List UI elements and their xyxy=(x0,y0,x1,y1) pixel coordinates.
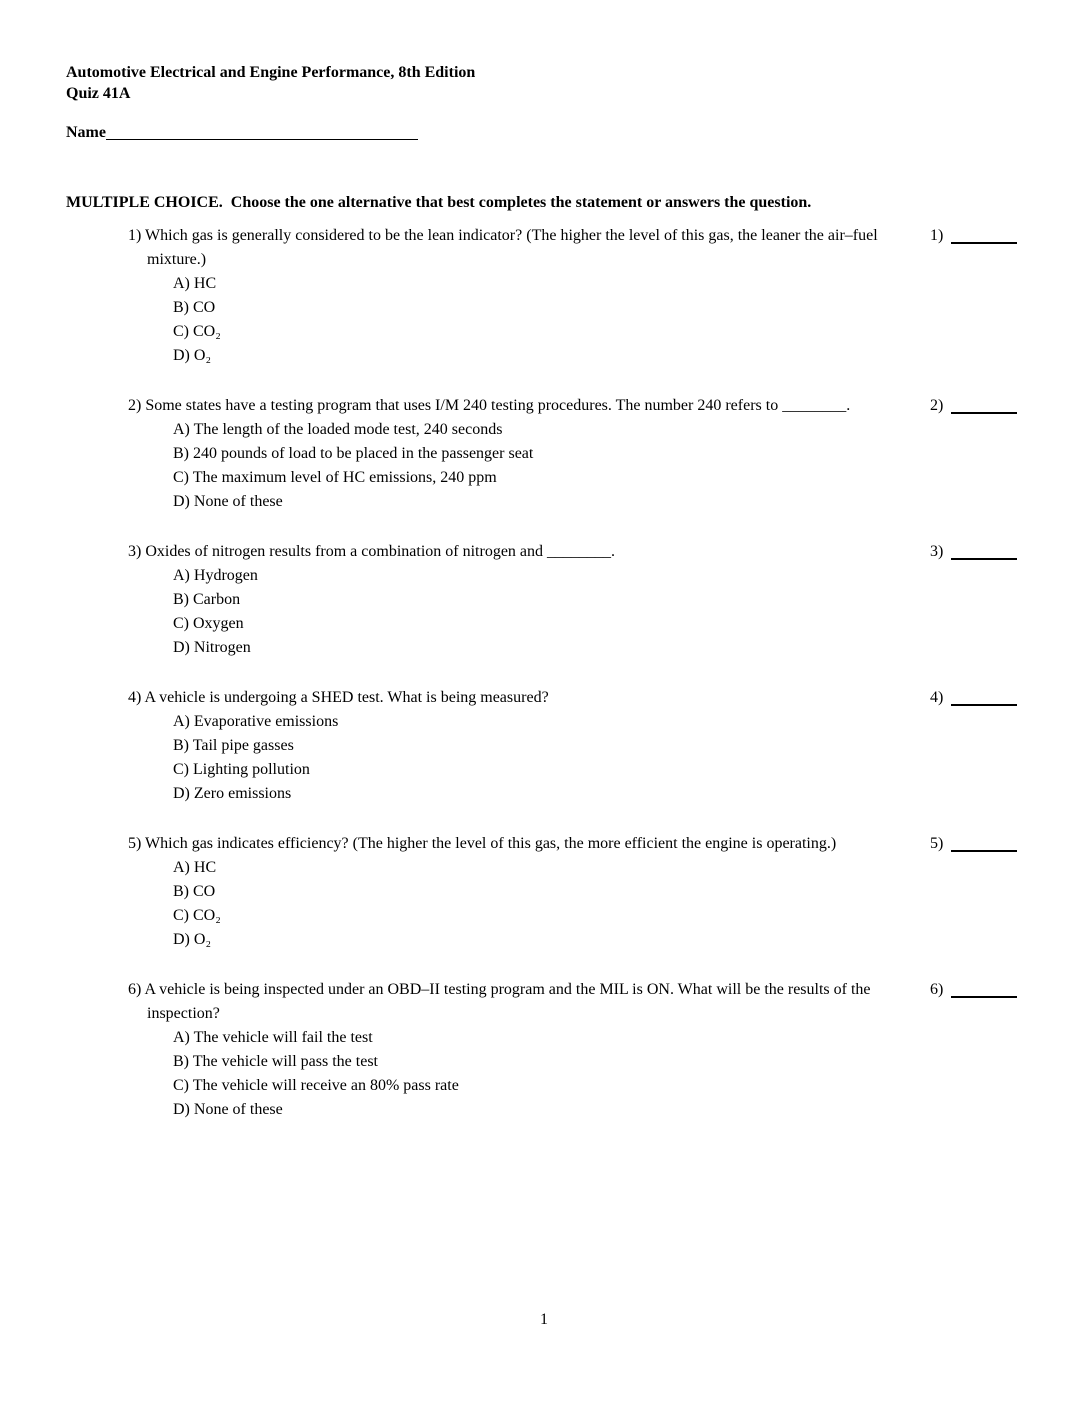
question-number: 3) xyxy=(128,543,142,560)
question-stem: A vehicle is undergoing a SHED test. What is being measured? xyxy=(144,689,549,706)
option-text: Carbon xyxy=(193,591,241,608)
answer-number: 2) xyxy=(930,397,944,414)
answer-number: 1) xyxy=(930,227,944,244)
option-text: The vehicle will fail the test xyxy=(193,1029,373,1046)
option-text: O₂ xyxy=(193,931,212,948)
question-body xyxy=(128,832,900,856)
options xyxy=(128,418,900,514)
option-c xyxy=(128,1074,900,1098)
option-letter: A) xyxy=(173,859,190,876)
question-4 xyxy=(128,686,1025,806)
question-3 xyxy=(128,540,1025,660)
question-list xyxy=(66,224,1025,1122)
option-c xyxy=(128,612,900,636)
option-d xyxy=(128,782,900,806)
option-letter: B) xyxy=(173,591,189,608)
answer-blank-line xyxy=(951,834,1017,852)
question-body xyxy=(128,686,900,710)
option-letter: D) xyxy=(173,1101,190,1118)
option-letter: A) xyxy=(173,1029,190,1046)
options xyxy=(128,710,900,806)
question-1 xyxy=(128,224,1025,368)
option-text: Hydrogen xyxy=(193,567,258,584)
question-6 xyxy=(128,978,1025,1122)
option-a xyxy=(128,272,900,296)
option-text: Oxygen xyxy=(193,615,244,632)
option-letter: D) xyxy=(173,639,190,656)
option-a xyxy=(128,710,900,734)
option-text: The maximum level of HC emissions, 240 ppm xyxy=(192,469,497,486)
option-d xyxy=(128,344,900,368)
question-stem: A vehicle is being inspected under an OBD–II testing program and the MIL is ON. What will be the results of the inspection? xyxy=(144,981,871,1022)
option-letter: A) xyxy=(173,421,190,438)
option-b xyxy=(128,296,900,320)
option-text: Zero emissions xyxy=(193,785,292,802)
option-letter: A) xyxy=(173,567,190,584)
question-body xyxy=(128,540,900,564)
option-d xyxy=(128,636,900,660)
option-c xyxy=(128,904,900,928)
option-letter: A) xyxy=(173,275,190,292)
name-label: Name xyxy=(66,124,106,141)
option-a xyxy=(128,564,900,588)
option-letter: B) xyxy=(173,299,189,316)
option-a xyxy=(128,856,900,880)
option-letter: C) xyxy=(173,323,189,340)
option-b xyxy=(128,880,900,904)
option-text: Evaporative emissions xyxy=(193,713,339,730)
option-letter: D) xyxy=(173,347,190,364)
quiz-title: Quiz 41A xyxy=(66,85,131,102)
option-text: 240 pounds of load to be placed in the passenger seat xyxy=(193,445,534,462)
options xyxy=(128,1026,900,1122)
option-letter: D) xyxy=(173,931,190,948)
question-stem: Which gas is generally considered to be the lean indicator? (The higher the level of this gas, the leaner the air–fuel mixture.) xyxy=(145,227,878,268)
name-blank-line xyxy=(106,124,418,140)
option-text: The vehicle will receive an 80% pass rate xyxy=(192,1077,459,1094)
option-letter: A) xyxy=(173,713,190,730)
options xyxy=(128,272,900,368)
answer-field xyxy=(930,394,1017,418)
option-b xyxy=(128,442,900,466)
option-letter: D) xyxy=(173,785,190,802)
option-text: CO₂ xyxy=(193,323,221,340)
answer-blank-line xyxy=(951,226,1017,244)
option-letter: B) xyxy=(173,737,189,754)
question-body xyxy=(128,224,900,272)
answer-field xyxy=(930,686,1017,710)
question-5 xyxy=(128,832,1025,952)
option-b xyxy=(128,588,900,612)
option-text: Lighting pollution xyxy=(193,761,310,778)
answer-number: 6) xyxy=(930,981,944,998)
option-letter: D) xyxy=(173,493,190,510)
answer-field xyxy=(930,540,1017,564)
question-body xyxy=(128,394,900,418)
question-number: 5) xyxy=(128,835,142,852)
question-number: 4) xyxy=(128,689,142,706)
option-text: O₂ xyxy=(193,347,212,364)
option-text: None of these xyxy=(193,1101,283,1118)
question-2 xyxy=(128,394,1025,514)
option-text: HC xyxy=(193,275,217,292)
answer-number: 3) xyxy=(930,543,944,560)
question-number: 2) xyxy=(128,397,142,414)
option-letter: C) xyxy=(173,761,189,778)
option-c xyxy=(128,466,900,490)
instructions: MULTIPLE CHOICE. Choose the one alternative that best completes the statement or answers the question. xyxy=(66,194,812,211)
answer-blank-line xyxy=(951,980,1017,998)
question-stem: Some states have a testing program that uses I/M 240 testing procedures. The number 240 refers to ________. xyxy=(145,397,851,414)
answer-blank-line xyxy=(951,688,1017,706)
answer-field xyxy=(930,832,1017,856)
option-b xyxy=(128,734,900,758)
page-content xyxy=(66,62,1025,1148)
option-text: None of these xyxy=(193,493,283,510)
option-a xyxy=(128,1026,900,1050)
option-a xyxy=(128,418,900,442)
option-letter: B) xyxy=(173,445,189,462)
option-letter: C) xyxy=(173,907,189,924)
option-text: The length of the loaded mode test, 240 seconds xyxy=(193,421,503,438)
option-text: CO xyxy=(193,299,216,316)
option-letter: C) xyxy=(173,469,189,486)
answer-blank-line xyxy=(951,396,1017,414)
option-text: Tail pipe gasses xyxy=(192,737,294,754)
option-d xyxy=(128,490,900,514)
question-stem: Oxides of nitrogen results from a combination of nitrogen and ________. xyxy=(145,543,616,560)
option-letter: C) xyxy=(173,615,189,632)
answer-number: 4) xyxy=(930,689,944,706)
answer-field xyxy=(930,978,1017,1002)
document-title: Automotive Electrical and Engine Performance, 8th Edition xyxy=(66,64,476,81)
question-number: 6) xyxy=(128,981,142,998)
option-c xyxy=(128,320,900,344)
answer-field xyxy=(930,224,1017,248)
option-d xyxy=(128,1098,900,1122)
option-text: CO xyxy=(193,883,216,900)
option-d xyxy=(128,928,900,952)
page-number: 1 xyxy=(540,1311,548,1328)
options xyxy=(128,564,900,660)
option-letter: B) xyxy=(173,883,189,900)
option-text: The vehicle will pass the test xyxy=(192,1053,378,1070)
option-letter: B) xyxy=(173,1053,189,1070)
option-text: CO₂ xyxy=(193,907,221,924)
options xyxy=(128,856,900,952)
answer-number: 5) xyxy=(930,835,944,852)
option-c xyxy=(128,758,900,782)
option-text: HC xyxy=(193,859,217,876)
name-row xyxy=(66,122,1025,144)
option-b xyxy=(128,1050,900,1074)
question-body xyxy=(128,978,900,1026)
question-number: 1) xyxy=(128,227,142,244)
option-text: Nitrogen xyxy=(193,639,251,656)
answer-blank-line xyxy=(951,542,1017,560)
option-letter: C) xyxy=(173,1077,189,1094)
question-stem: Which gas indicates efficiency? (The higher the level of this gas, the more efficient the engine is operating.) xyxy=(145,835,837,852)
